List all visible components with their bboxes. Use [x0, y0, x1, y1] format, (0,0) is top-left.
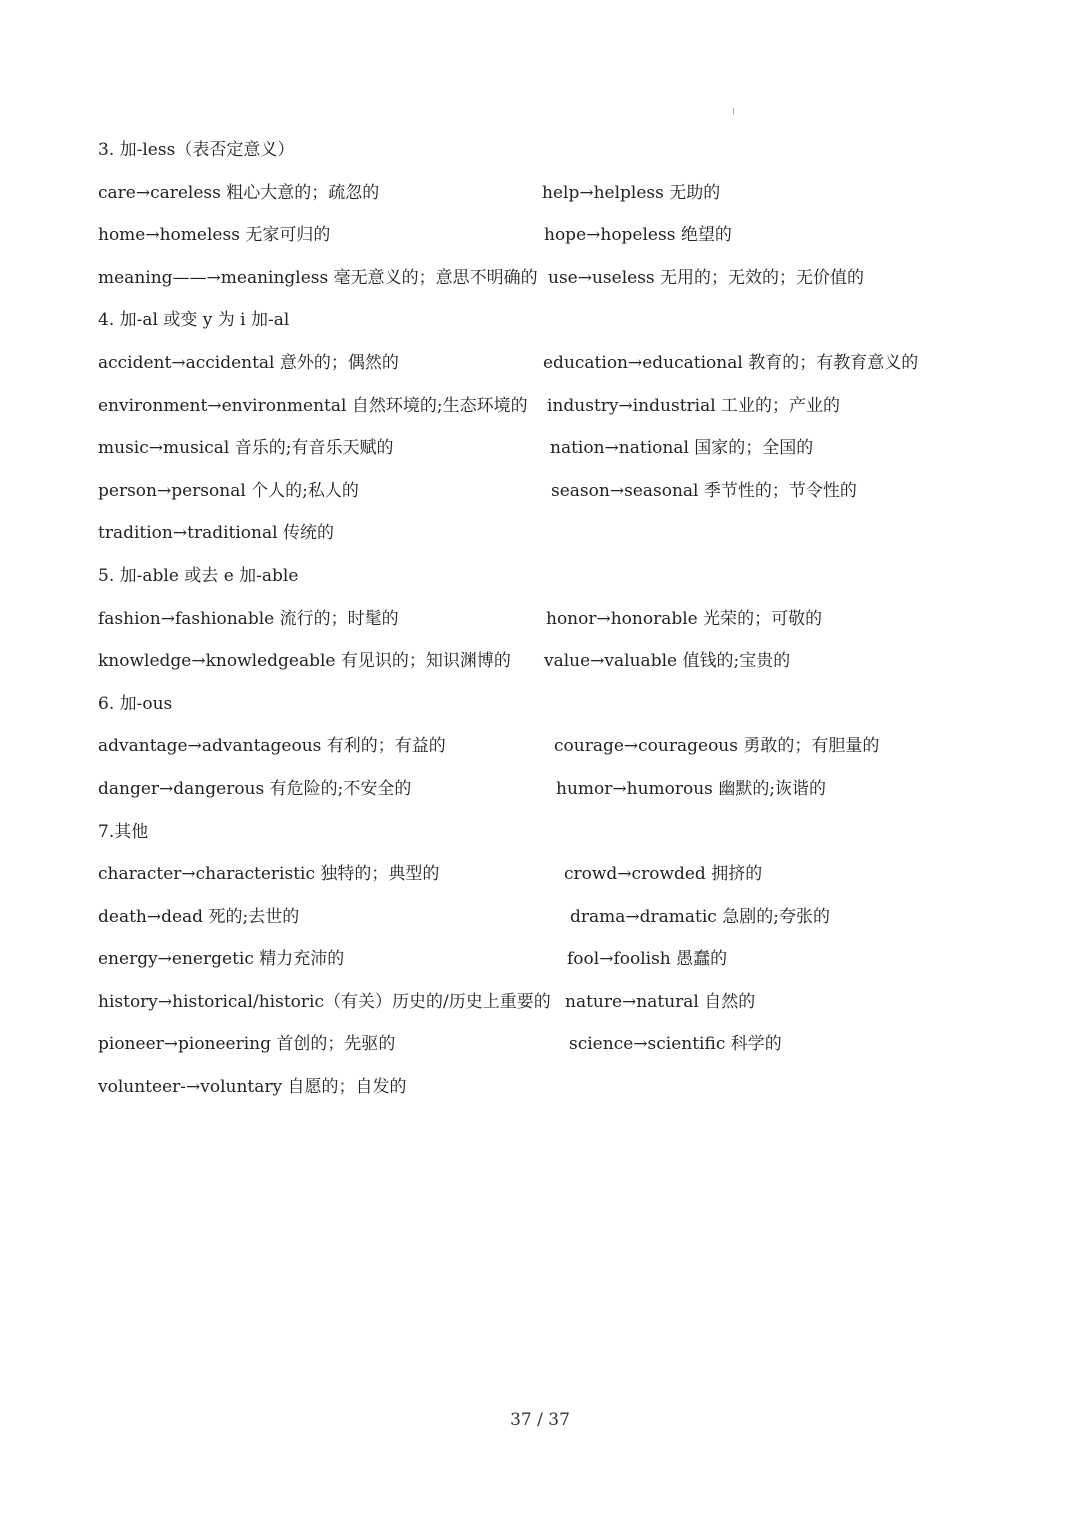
- vocab-entry-left: home→homeless 无家可归的: [98, 225, 331, 246]
- vocab-entry-left: pioneer→pioneering 首创的；先驱的: [98, 1034, 396, 1055]
- vocab-entry-right: courage→courageous 勇敢的；有胆量的: [554, 736, 880, 757]
- vocab-entry-right: science→scientific 科学的: [569, 1034, 782, 1055]
- vocab-row: [98, 172, 998, 215]
- vocab-entry-right: honor→honorable 光荣的；可敬的: [546, 608, 823, 629]
- heading-text: 3. 加-less（表否定意义）: [98, 140, 295, 160]
- vocab-entry-right: help→helpless 无助的: [542, 182, 721, 203]
- vocab-entry-left: accident→accidental 意外的；偶然的: [98, 352, 399, 373]
- vocab-entry-right: use→useless 无用的；无效的；无价值的: [548, 267, 865, 288]
- vocab-entry-left: advantage→advantageous 有利的；有益的: [98, 736, 446, 757]
- vocab-entry-left: energy→energetic 精力充沛的: [98, 949, 345, 970]
- vocab-row: [98, 640, 998, 683]
- section-heading: [98, 811, 998, 854]
- section-heading: [98, 129, 998, 172]
- heading-text: 7.其他: [98, 821, 149, 842]
- scan-mark: [733, 108, 734, 114]
- vocab-entry-left: death→dead 死的;去世的: [98, 906, 300, 927]
- vocab-row: [98, 896, 998, 939]
- vocab-entry-left: fashion→fashionable 流行的；时髦的: [98, 608, 399, 629]
- vocab-entry-left: knowledge→knowledgeable 有见识的；知识渊博的: [98, 651, 511, 672]
- vocab-entry-right: fool→foolish 愚蠢的: [567, 949, 728, 970]
- vocab-entry-left: danger→dangerous 有危险的;不安全的: [98, 778, 412, 799]
- heading-text: 4. 加-al 或变 y 为 i 加-al: [98, 310, 290, 331]
- document-body: [98, 129, 998, 1109]
- vocab-entry-left: volunteer-→voluntary 自愿的；自发的: [98, 1077, 407, 1098]
- vocab-entry-left: music→musical 音乐的;有音乐天赋的: [98, 438, 394, 459]
- vocab-row: [98, 427, 998, 470]
- vocab-entry-right: nature→natural 自然的: [565, 991, 756, 1012]
- section-heading: [98, 683, 998, 726]
- heading-text: 6. 加-ous: [98, 693, 173, 714]
- vocab-row: [98, 342, 998, 385]
- vocab-row: [98, 1023, 998, 1066]
- vocab-row: [98, 257, 998, 300]
- vocab-entry-right: drama→dramatic 急剧的;夸张的: [570, 906, 830, 927]
- vocab-entry-left: history→historical/historic（有关）历史的/历史上重要的: [98, 991, 551, 1012]
- vocab-entry-left: character→characteristic 独特的；典型的: [98, 864, 440, 885]
- vocab-entry-right: nation→national 国家的；全国的: [550, 438, 814, 459]
- heading-text: 5. 加-able 或去 e 加-able: [98, 565, 299, 586]
- vocab-entry-right: education→educational 教育的；有教育意义的: [543, 352, 919, 373]
- vocab-row: [98, 981, 998, 1024]
- vocab-entry-right: hope→hopeless 绝望的: [544, 225, 732, 246]
- vocab-row: [98, 512, 998, 555]
- vocab-row: [98, 938, 998, 981]
- vocab-row: [98, 470, 998, 513]
- section-heading: [98, 299, 998, 342]
- vocab-entry-right: value→valuable 值钱的;宝贵的: [544, 651, 791, 672]
- vocab-entry-right: humor→humorous 幽默的;诙谐的: [556, 778, 827, 799]
- vocab-entry-left: meaning——→meaningless 毫无意义的；意思不明确的: [98, 267, 538, 288]
- vocab-row: [98, 725, 998, 768]
- vocab-row: [98, 1066, 998, 1109]
- vocab-row: [98, 385, 998, 428]
- page-number: 37 / 37: [510, 1410, 570, 1430]
- vocab-row: [98, 768, 998, 811]
- vocab-entry-right: season→seasonal 季节性的；节令性的: [551, 480, 857, 501]
- vocab-entry-right: crowd→crowded 拥挤的: [564, 864, 763, 885]
- vocab-row: [98, 853, 998, 896]
- section-heading: [98, 555, 998, 598]
- vocab-row: [98, 214, 998, 257]
- vocab-entry-right: industry→industrial 工业的；产业的: [547, 395, 841, 416]
- vocab-row: [98, 598, 998, 641]
- vocab-entry-left: person→personal 个人的;私人的: [98, 480, 359, 501]
- vocab-entry-left: tradition→traditional 传统的: [98, 523, 334, 544]
- vocab-entry-left: care→careless 粗心大意的；疏忽的: [98, 182, 380, 203]
- vocab-entry-left: environment→environmental 自然环境的;生态环境的: [98, 395, 528, 416]
